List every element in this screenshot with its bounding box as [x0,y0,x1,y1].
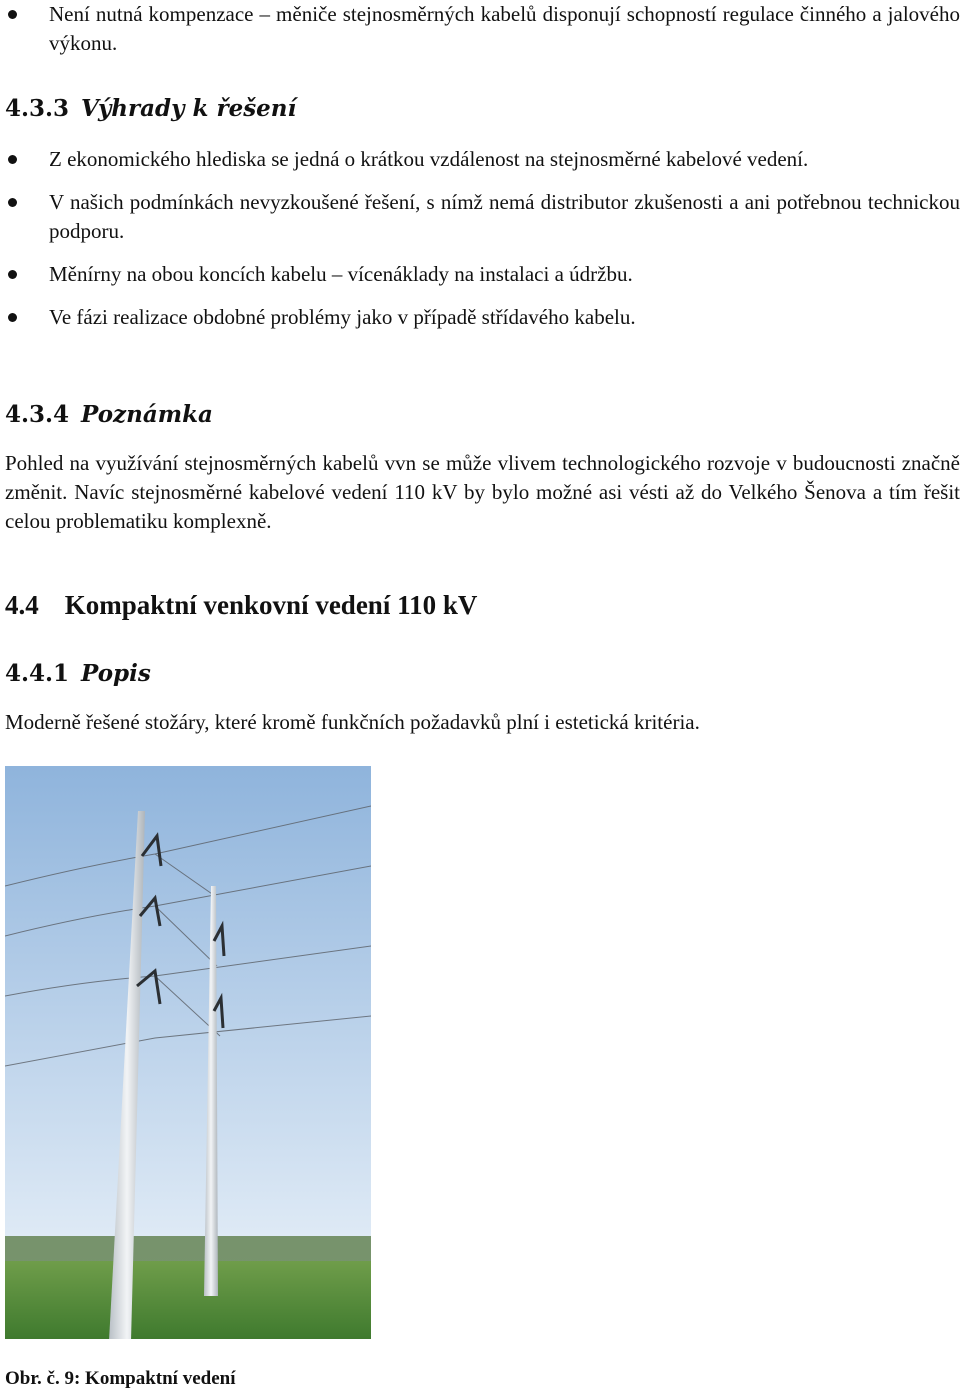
figure-caption: Obr. č. 9: Kompaktní vedení [5,1368,236,1389]
list-item: Není nutná kompenzace – měniče stejnosměrných kabelů disponují schopností regulace činného a jalového výkonu. [0,0,960,58]
list-item: Měnírny na obou koncích kabelu – vícenáklady na instalaci a údržbu. [0,260,960,289]
section-number: 4.3.4 [5,401,70,428]
section-heading-4-4-1 [5,659,151,689]
list-item: Z ekonomického hlediska se jedná o krátkou vzdálenost na stejnosměrné kabelové vedení. [0,145,960,174]
section-number: 4.4.1 [5,660,70,687]
section-heading-4-4 [5,587,477,623]
compact-line-photo [5,766,371,1339]
grass-field [5,1261,371,1339]
list-item: Ve fázi realizace obdobné problémy jako v případě střídavého kabelu. [0,303,960,332]
section-title: Výhrady k řešení [81,95,297,122]
section-heading-4-3-4 [5,400,213,430]
section-title: Poznámka [81,401,213,428]
section-number: 4.3.3 [5,95,70,122]
section-number: 4.4 [5,590,39,620]
section-heading-4-3-3 [5,94,296,124]
section-title: Popis [81,660,151,687]
list-item: V našich podmínkách nevyzkoušené řešení, s nímž nemá distributor zkušenosti a ani potřebnou technickou podporu. [0,188,960,246]
compact-line-illustration [5,766,371,1339]
section-title: Kompaktní venkovní vedení 110 kV [64,590,478,620]
reservations-bullet-list [0,145,960,332]
note-paragraph: Pohled na využívání stejnosměrných kabelů vvn se může vlivem technologického rozvoje v budoucnosti značně změnit. Navíc stejnosměrné kabelové vedení 110 kV by bylo možné asi vésti až do Velkého Šenova a tím řešit celou problematiku komplexně. [5,451,960,533]
top-bullet-list [0,0,960,58]
description-paragraph: Moderně řešené stožáry, které kromě funkčních požadavků plní i estetická kritéria. [5,710,700,734]
sky [5,766,371,1266]
